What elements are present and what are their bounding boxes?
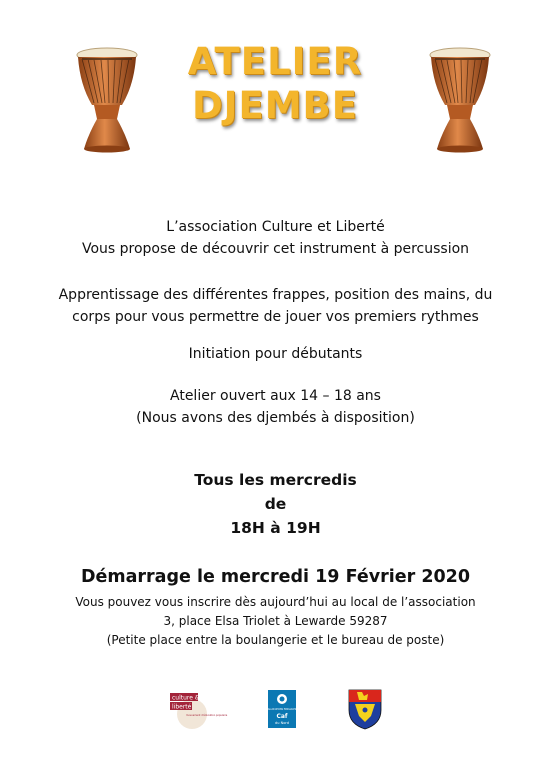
learning-paragraph — [0, 284, 551, 328]
schedule-block — [0, 468, 551, 540]
schedule-line-1: Tous les mercredis — [194, 471, 357, 489]
registration-line-2: 3, place Elsa Triolet à Lewarde 59287 — [163, 614, 388, 628]
culture-logo-top-text: culture & — [172, 694, 200, 702]
intro-line-1: L’association Culture et Liberté — [166, 219, 385, 235]
caf-sub-text: du Nord — [275, 721, 289, 725]
caf-label-text: Caf — [276, 713, 288, 720]
learning-line-1: Apprentissage des différentes frappes, position des mains, du — [58, 287, 493, 303]
level-line: Initiation pour débutants — [188, 346, 363, 362]
schedule-line-3: 18H à 19H — [230, 519, 321, 537]
level-paragraph — [0, 343, 551, 365]
audience-line-2: (Nous avons des djembés à disposition) — [136, 410, 415, 426]
audience-line-1: Atelier ouvert aux 14 – 18 ans — [170, 388, 381, 404]
lewarde-coat-of-arms-icon — [347, 688, 383, 730]
registration-line-3: (Petite place entre la boulangerie et le bureau de poste) — [106, 633, 445, 647]
right-djembe-drum-icon — [427, 45, 493, 153]
caf-du-nord-logo — [268, 690, 296, 728]
culture-logo-bottom-text: liberté — [172, 703, 192, 711]
culture-et-liberte-logo — [168, 690, 228, 730]
culture-logo-small-text: mouvement d'éducation populaire — [186, 714, 228, 717]
caf-name-text: ALLOCATIONS FAMILIALES — [267, 708, 297, 711]
intro-paragraph — [0, 216, 551, 260]
left-djembe-drum-icon — [74, 45, 140, 153]
page-title — [150, 40, 400, 128]
start-date-heading: Démarrage le mercredi 19 Février 2020 — [80, 567, 471, 587]
registration-info — [0, 593, 551, 650]
intro-line-2: Vous propose de découvrir cet instrument à percussion — [81, 241, 470, 257]
registration-line-1: Vous pouvez vous inscrire dès aujourd’hui au local de l’association — [75, 595, 476, 609]
title-line-1: ATELIER — [187, 40, 363, 83]
schedule-line-2: de — [264, 495, 287, 513]
audience-paragraph — [0, 385, 551, 429]
learning-line-2: corps pour vous permettre de jouer vos premiers rythmes — [72, 309, 479, 325]
title-line-2: DJEMBE — [191, 84, 359, 127]
